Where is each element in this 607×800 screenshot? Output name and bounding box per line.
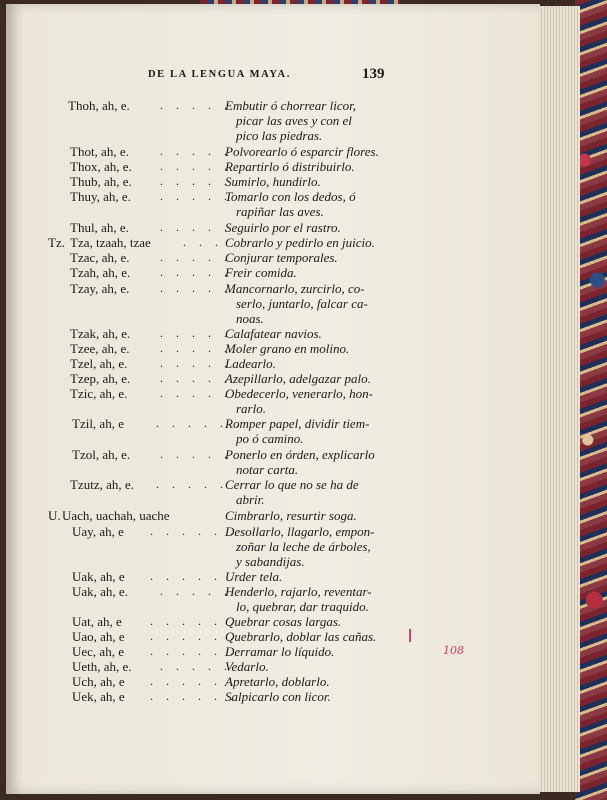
leader-dots: . . . . . [160,250,232,264]
running-head: DE LA LENGUA MAYA. [148,69,291,80]
headword: Uch, ah, e [72,674,125,689]
definition-line: rapiñar las aves. [236,204,324,219]
definition [225,584,372,614]
definition [225,508,357,523]
headword: Tzic, ah, e. [70,386,128,401]
leader-dots: . . . . . . [150,524,238,538]
leader-dots: . . . . . [160,371,232,385]
headword: Tzep, ah, e. [70,371,131,386]
definition [225,174,321,189]
leader-dots: . . . . . [160,356,232,370]
page-number: 139 [362,66,385,82]
leader-dots: . . . . . [160,386,232,400]
definition [225,144,379,159]
definition-line: Urder tela. [225,569,283,584]
definition-line: po ó camino. [236,431,304,446]
definition-line: Freir comida. [225,265,297,280]
definition [225,689,331,704]
leader-dots: . . . . . [156,477,228,491]
definition [225,659,269,674]
leader-dots: . . . . . . [150,569,238,583]
definition-line: Polvorearlo ó esparcir flores. [225,144,379,159]
leader-dots: . . . . . [160,220,232,234]
definition-line: Azepillarlo, adelgazar palo. [225,371,371,386]
headword: Tza, tzaah, tzae [70,235,151,250]
headword: Tzutz, ah, e. [70,477,134,492]
leader-dots: . . . . . [160,447,232,461]
definition [225,371,371,386]
definition [225,569,282,584]
leader-dots: . . . . . [160,265,232,279]
leader-dots: . . . . . [160,341,232,355]
headword: Uak, ah, e [72,569,125,584]
definition-line: noas. [236,311,264,326]
leader-dots: . . . . . . [150,689,238,703]
definition [225,98,356,143]
definition [225,629,376,644]
leader-dots: . . . . . [160,144,232,158]
headword: Tzak, ah, e. [70,326,131,341]
definition [225,356,276,371]
definition [225,265,297,280]
definition-line: notar carta. [236,462,299,477]
definition [225,250,338,265]
definition-line: abrir. [236,492,265,507]
definition-line: picar las aves y con el [236,113,352,128]
definition-line: zoñar la leche de árboles, [236,539,371,554]
definition-line: rarlo. [236,401,266,416]
margin-mark [409,629,411,642]
headword: Uach, uachah, uache [62,508,170,523]
section-letter: Tz. [48,235,65,250]
definition-line: Vedarlo. [225,659,269,674]
headword: Uak, ah, e. [72,584,128,599]
definition-line: Henderlo, rajarlo, reventar- [225,584,372,599]
definition-line: Calafatear navios. [225,326,322,341]
headword: Uec, ah, e [72,644,124,659]
definition-line: Romper papel, dividir tiem- [225,416,370,431]
leader-dots: . . . . . . [156,416,244,430]
leader-dots: . . . . . [160,159,232,173]
definition-line: Cimbrarlo, resurtir soga. [225,508,357,523]
definition [225,189,356,219]
headword: Tzay, ah, e. [70,281,130,296]
definition [225,447,375,477]
headword: Thub, ah, e. [70,174,132,189]
definition [225,674,330,689]
definition [225,159,355,174]
headword: Thuy, ah, e. [70,189,131,204]
margin-note: 108 [443,644,464,657]
leader-dots: . . . . . . [150,629,238,643]
leader-dots: . . . . . [160,281,232,295]
definition-line: Ladearlo. [225,356,276,371]
definition [225,220,341,235]
leader-dots: . . . . . [160,584,232,598]
leader-dots: . . . . . [160,189,232,203]
definition-line: pico las piedras. [236,128,323,143]
headword: Uek, ah, e [72,689,125,704]
definition-line: Conjurar temporales. [225,250,338,265]
definition-line: Desollarlo, llagarlo, empon- [225,524,375,539]
leader-dots: . . . . . [160,174,232,188]
definition-line: Quebrar cosas largas. [225,614,342,629]
headword: Tzac, ah, e. [70,250,130,265]
definition-line: Embutir ó chorrear licor, [225,98,356,113]
page-edges [536,6,580,792]
definition-line: Salpicarlo con licor. [225,689,331,704]
definition-line: Apretarlo, doblarlo. [225,674,330,689]
headword: Thul, ah, e. [70,220,129,235]
definition-line: lo, quebrar, dar traquido. [236,599,369,614]
headword: Ueth, ah, e. [72,659,132,674]
page-header [140,66,400,86]
definition-line: serlo, juntarlo, falcar ca- [236,296,368,311]
headword: Thot, ah, e. [70,144,129,159]
headword: Uay, ah, e [72,524,124,539]
definition-line: Moler grano en molino. [225,341,350,356]
definition-line: Cerrar lo que no se ha de [225,477,359,492]
definition-line: Cobrarlo y pedirlo en juicio. [225,235,375,250]
definition-line: y sabandijas. [236,554,305,569]
leader-dots: . . . . . . [150,614,238,628]
leader-dots: . . . . . [160,98,232,112]
definition [225,386,373,416]
headword: Tzee, ah, e. [70,341,130,356]
definition-line: Sumirlo, hundirlo. [225,174,321,189]
definition-line: Obedecerlo, venerarlo, hon- [225,386,374,401]
definition-line: Seguirlo por el rastro. [225,220,341,235]
definition [225,524,375,569]
section-letter: U. [48,508,61,523]
definition-line: Quebrarlo, doblar las cañas. [225,629,377,644]
definition-line: Mancornarlo, zurcirlo, co- [225,281,365,296]
leader-dots: . . . . . . [150,674,238,688]
definition [225,477,359,507]
headword: Uat, ah, e [72,614,122,629]
definition-line: Tomarlo con los dedos, ó [225,189,356,204]
definition [225,281,368,326]
headword: Thox, ah, e. [70,159,132,174]
definition-line: Ponerlo en órden, explicarlo [225,447,375,462]
definition [225,341,349,356]
definition-line: Repartirlo ó distribuirlo. [225,159,355,174]
definition [225,614,341,629]
definition [225,644,334,659]
definition-line: Derramar lo líquido. [225,644,335,659]
headword: Tzah, ah, e. [70,265,131,280]
leader-dots: . . . [183,235,223,249]
leader-dots: . . . . . [160,659,232,673]
definition [225,235,375,250]
headword: Uao, ah, e [72,629,125,644]
leader-dots: . . . . . [160,326,232,340]
headword: Tzel, ah, e. [70,356,128,371]
definition [225,416,369,446]
headword: Thoh, ah, e. [68,98,130,113]
headword: Tzol, ah, e. [72,447,131,462]
leader-dots: . . . . . . [150,644,238,658]
definition [225,326,322,341]
headword: Tzil, ah, e [72,416,124,431]
